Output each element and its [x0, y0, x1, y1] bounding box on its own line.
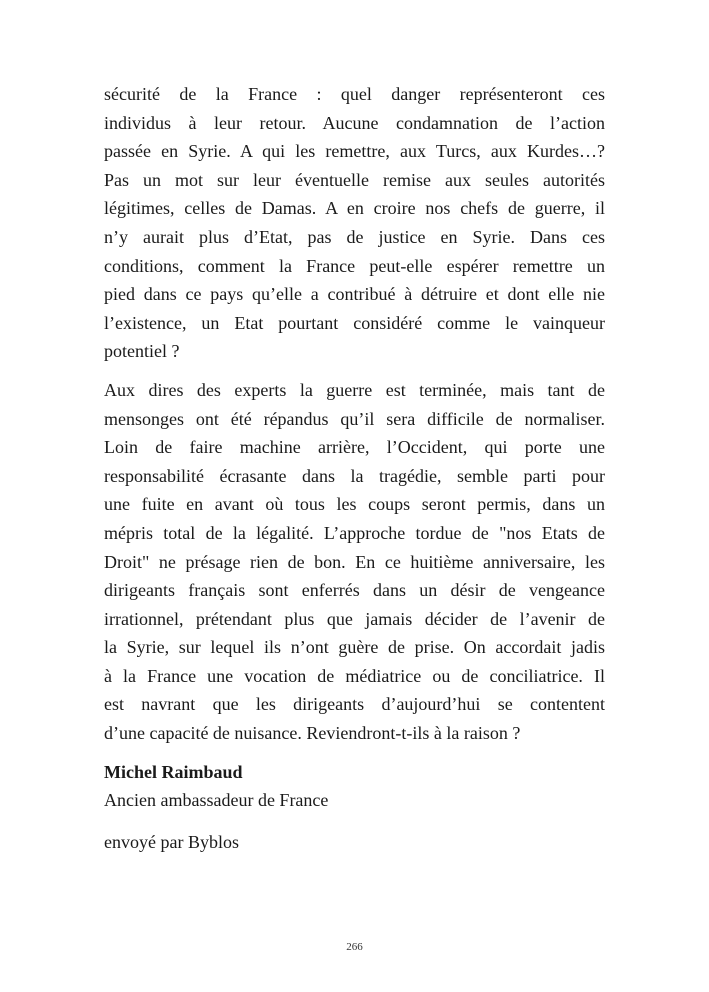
text-line: responsabilité écrasante dans la tragédie, semble parti pour [104, 465, 605, 486]
text-line: mensonges ont été répandus qu’il sera difficile de normaliser. [104, 408, 605, 429]
signature-block [104, 758, 605, 814]
text-line: l’existence, un Etat pourtant considéré comme le vainqueur [104, 312, 605, 333]
text-line: une fuite en avant où tous les coups seront permis, dans un [104, 494, 605, 515]
author-name: Michel Raimbaud [104, 761, 243, 782]
text-line: irrationnel, prétendant plus que jamais décider de l’avenir de [104, 608, 605, 629]
text-line: Loin de faire machine arrière, l’Occident, qui porte une [104, 437, 605, 458]
text-line: à la France une vocation de médiatrice ou de conciliatrice. Il [104, 665, 605, 686]
text-line: potentiel ? [104, 341, 180, 362]
text-line: individus à leur retour. Aucune condamnation de l’action [104, 112, 605, 133]
paragraph-spacer [104, 366, 605, 376]
text-line: dirigeants français sont enferrés dans un désir de vengeance [104, 580, 605, 601]
page-number: 266 [346, 941, 363, 953]
text-line: passée en Syrie. A qui les remettre, aux Turcs, aux Kurdes…? [104, 141, 605, 162]
text-line: conditions, comment la France peut-elle espérer remettre un [104, 255, 605, 276]
text-line: Aux dires des experts la guerre est terminée, mais tant de [104, 379, 605, 400]
text-line: est navrant que les dirigeants d’aujourd’hui se contentent [104, 694, 605, 715]
text-line: mépris total de la légalité. L’approche tordue de "nos Etats de [104, 522, 605, 543]
text-line: Droit" ne présage rien de bon. En ce huitième anniversaire, les [104, 551, 605, 572]
text-line: la Syrie, sur lequel ils n’ont guère de prise. On accordait jadis [104, 637, 605, 658]
text-line: légitimes, celles de Damas. A en croire nos chefs de guerre, il [104, 198, 605, 219]
author-title: Ancien ambassadeur de France [104, 789, 329, 810]
text-line: n’y aurait plus d’Etat, pas de justice en Syrie. Dans ces [104, 226, 605, 247]
paragraph-2 [104, 376, 605, 748]
text-line: pied dans ce pays qu’elle a contribué à détruire et dont elle nie [104, 284, 605, 305]
paragraph-spacer [104, 748, 605, 758]
text-line: d’une capacité de nuisance. Reviendront-t-ils à la raison ? [104, 723, 521, 744]
paragraph-1 [104, 80, 605, 366]
page-body [104, 80, 605, 856]
source-credit: envoyé par Byblos [104, 831, 239, 852]
text-line: sécurité de la France : quel danger représenteront ces [104, 84, 605, 104]
text-line: Pas un mot sur leur éventuelle remise aux seules autorités [104, 169, 605, 190]
